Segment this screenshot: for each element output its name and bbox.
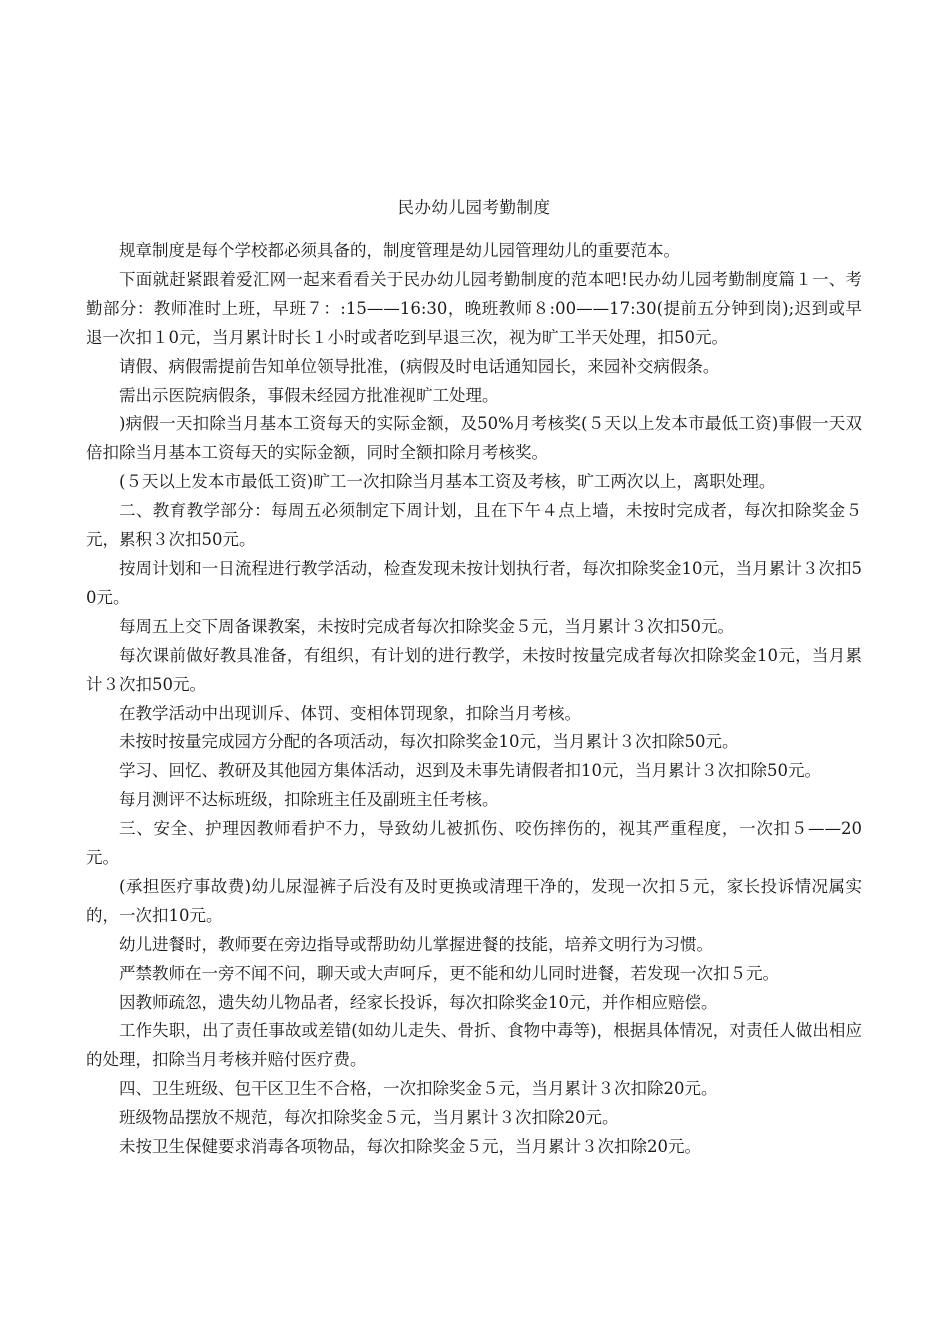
paragraph: 每周五上交下周备课教案，未按时完成者每次扣除奖金５元，当月累计３次扣50元。 — [119, 616, 734, 636]
paragraph: 每月测评不达标班级，扣除班主任及副班主任考核。 — [119, 790, 499, 810]
paragraph: 四、卫生班级、包干区卫生不合格，一次扣除奖金５元，当月累计３次扣除20元。 — [119, 1079, 718, 1099]
paragraph: 未按时按量完成园方分配的各项活动，每次扣除奖金10元，当月累计３次扣除50元。 — [119, 732, 739, 752]
paragraph: 三、安全、护理因教师看护不力，导致幼儿被抓伤、咬伤摔伤的，视其严重程度，一次扣５——20元。 — [86, 819, 862, 868]
paragraph: 二、教育教学部分：每周五必须制定下周计划，且在下午４点上墙，未按时完成者，每次扣除奖金５元，累积３次扣50元。 — [86, 501, 862, 550]
paragraph: 下面就赶紧跟着爱汇网一起来看看关于民办幼儿园考勤制度的范本吧!民办幼儿园考勤制度篇１一、考勤部分：教师准时上班，早班７：:15——16:30，晚班教师８:00——17:30(提前五分钟到岗);迟到或早退一次扣１0元，当月累计时长１小时或者吃到早退三次，视为旷工半天处理，扣50元。 — [86, 269, 862, 347]
paragraph: 在教学活动中出现训斥、体罚、变相体罚现象，扣除当月考核。 — [119, 703, 581, 723]
paragraph: 幼儿进餐时，教师要在旁边指导或帮助幼儿掌握进餐的技能，培养文明行为习惯。 — [119, 934, 713, 954]
paragraph: 工作失职，出了责任事故或差错(如幼儿走失、骨折、食物中毒等)，根据具体情况，对责任人做出相应的处理，扣除当月考核并赔付医疗费。 — [86, 1021, 862, 1070]
paragraph: 学习、回忆、教研及其他园方集体活动，迟到及未事先请假者扣10元，当月累计３次扣除50元。 — [119, 761, 821, 781]
paragraph: 请假、病假需提前告知单位领导批准，(病假及时电话通知园长，来园补交病假条。 — [119, 356, 720, 376]
paragraph: (５天以上发本市最低工资)旷工一次扣除当月基本工资及考核，旷工两次以上，离职处理。 — [119, 472, 776, 492]
paragraph: (承担医疗事故费)幼儿尿湿裤子后没有及时更换或清理干净的，发现一次扣５元，家长投诉情况属实的，一次扣10元。 — [86, 876, 862, 925]
paragraph: 每次课前做好教具准备，有组织，有计划的进行教学，未按时按量完成者每次扣除奖金10元，当月累计３次扣50元。 — [86, 645, 862, 694]
document-page — [86, 196, 862, 1162]
paragraph: 需出示医院病假条，事假未经园方批准视旷工处理。 — [119, 385, 499, 405]
document-body — [86, 237, 862, 1162]
paragraph: 严禁教师在一旁不闻不问，聊天或大声呵斥，更不能和幼儿同时进餐，若发现一次扣５元。 — [119, 963, 779, 983]
paragraph: 规章制度是每个学校都必须具备的，制度管理是幼儿园管理幼儿的重要范本。 — [119, 241, 680, 260]
paragraph: 因教师疏忽，遗失幼儿物品者，经家长投诉，每次扣除奖金10元，并作相应赔偿。 — [119, 992, 718, 1012]
paragraph: 未按卫生保健要求消毒各项物品，每次扣除奖金５元，当月累计３次扣除20元。 — [119, 1137, 701, 1157]
paragraph: )病假一天扣除当月基本工资每天的实际金额，及50%月考核奖(５天以上发本市最低工资)事假一天双倍扣除当月基本工资每天的实际金额，同时全额扣除月考核奖。 — [86, 414, 862, 463]
paragraph: 班级物品摆放不规范，每次扣除奖金５元，当月累计３次扣除20元。 — [119, 1108, 619, 1128]
document-title: 民办幼儿园考勤制度 — [397, 198, 551, 217]
paragraph: 按周计划和一日流程进行教学活动，检查发现未按计划执行者，每次扣除奖金10元，当月累计３次扣50元。 — [86, 558, 862, 607]
